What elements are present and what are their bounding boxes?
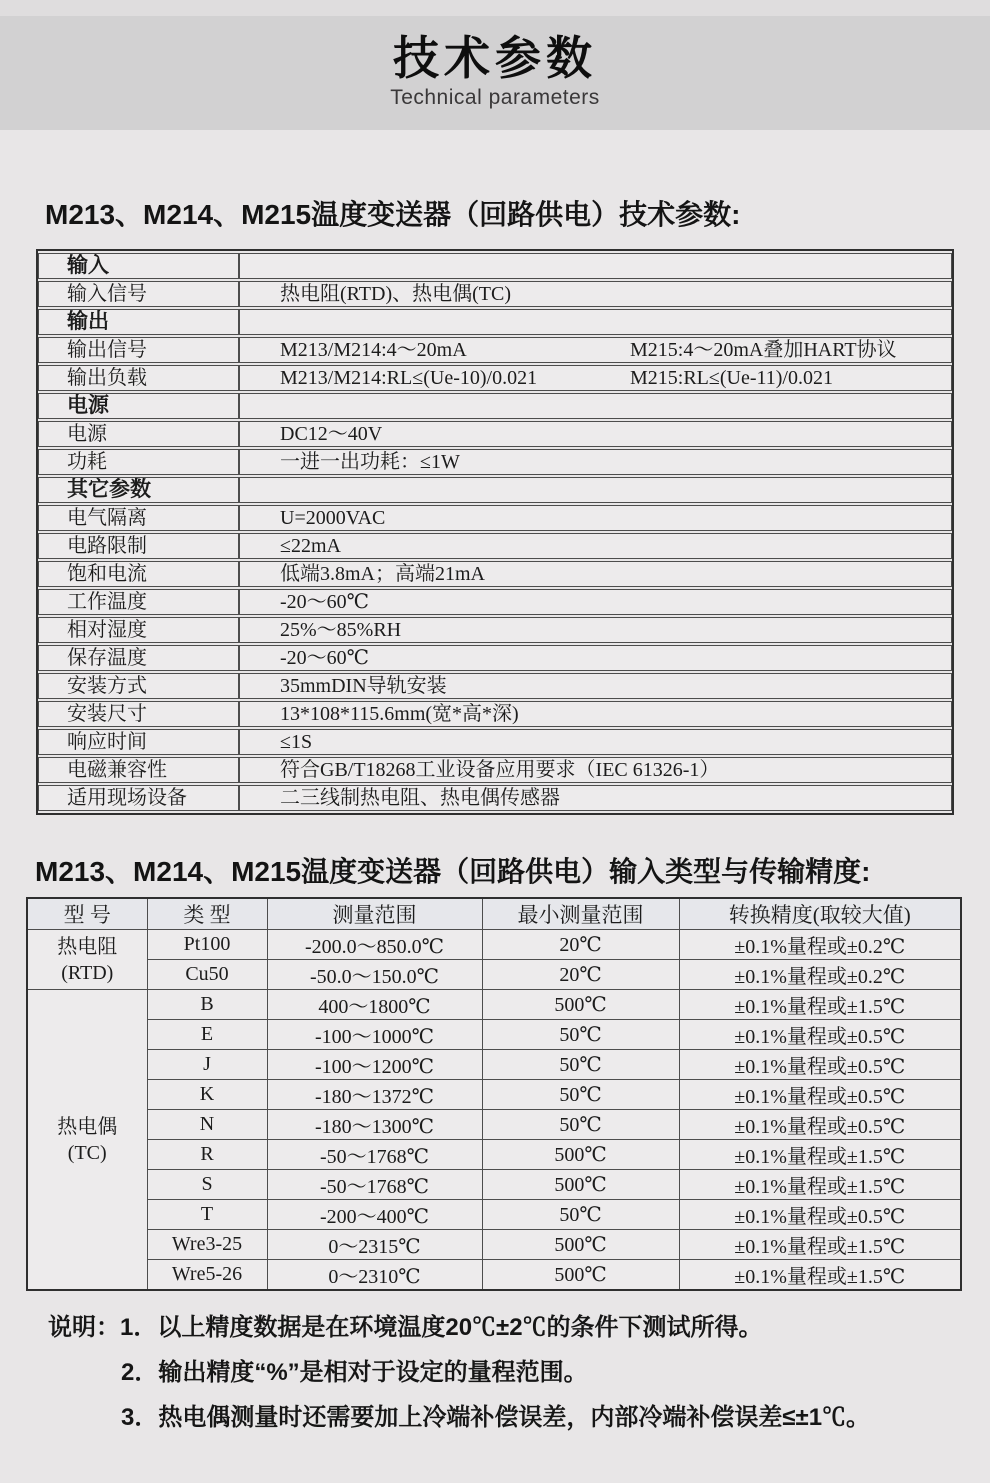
table-row (38, 785, 952, 811)
param-label: 安装方式 (38, 673, 239, 699)
table-row (38, 533, 952, 559)
table-row (27, 960, 961, 990)
accuracy-cell: ±0.1%量程或±0.5℃ (679, 1050, 961, 1080)
accuracy-cell: ±0.1%量程或±0.5℃ (679, 1200, 961, 1230)
table-row (38, 701, 952, 727)
range-cell: -50～1768℃ (267, 1170, 482, 1200)
col-header-accuracy: 转换精度(取较大值) (679, 898, 961, 930)
table-row (38, 617, 952, 643)
min-range-cell: 50℃ (482, 1080, 679, 1110)
type-cell: Pt100 (147, 930, 267, 960)
param-value: DC12～40V (239, 421, 952, 447)
accuracy-table (26, 897, 962, 1291)
param-value-part1: M213/M214:RL≤(Ue-10)/0.021 (280, 367, 538, 389)
top-strip (0, 0, 990, 16)
type-cell: Wre5-26 (147, 1260, 267, 1291)
param-value-part2: M215:4～20mA叠加HART协议 (630, 339, 897, 361)
param-value: ≤22mA (239, 533, 952, 559)
type-cell: R (147, 1140, 267, 1170)
type-cell: N (147, 1110, 267, 1140)
range-cell: -50～1768℃ (267, 1140, 482, 1170)
note-text: 1．以上精度数据是在环境温度20℃±2℃的条件下测试所得。 (120, 1314, 763, 1341)
param-value: 25%～85%RH (239, 617, 952, 643)
note-line-2: 2．输出精度“%”是相对于设定的量程范围。 (121, 1359, 588, 1386)
note-line-1 (48, 1305, 990, 1350)
table-row (38, 561, 952, 587)
col-header-range: 测量范围 (267, 898, 482, 930)
param-value: ≤1S (239, 729, 952, 755)
param-value (239, 309, 952, 335)
table-row-category (38, 253, 952, 279)
param-label: 电源 (38, 393, 239, 419)
param-value: 热电阻(RTD)、热电偶(TC) (239, 281, 952, 307)
range-cell: 0～2315℃ (267, 1230, 482, 1260)
param-value-part2: M215:RL≤(Ue-11)/0.021 (630, 367, 833, 389)
param-label: 响应时间 (38, 729, 239, 755)
param-label: 工作温度 (38, 589, 239, 615)
table-row (38, 645, 952, 671)
param-value: U=2000VAC (239, 505, 952, 531)
type-cell: J (147, 1050, 267, 1080)
param-value: -20～60℃ (239, 589, 952, 615)
note-line-3: 3．热电偶测量时还需要加上冷端补偿误差，内部冷端补偿误差≤±1℃。 (121, 1404, 871, 1431)
table-row (38, 421, 952, 447)
notes-section (48, 1305, 990, 1440)
table-row (27, 1200, 961, 1230)
param-value (239, 337, 952, 363)
min-range-cell: 20℃ (482, 960, 679, 990)
param-value (239, 477, 952, 503)
min-range-cell: 50℃ (482, 1050, 679, 1080)
param-value-part1: M213/M214:4～20mA (280, 339, 467, 361)
param-label: 其它参数 (38, 477, 239, 503)
accuracy-cell: ±0.1%量程或±1.5℃ (679, 1140, 961, 1170)
table-row (38, 729, 952, 755)
min-range-cell: 50℃ (482, 1200, 679, 1230)
param-label: 保存温度 (38, 645, 239, 671)
parameters-table (36, 249, 954, 815)
section1-heading: M213、M214、M215温度变送器（回路供电）技术参数: (45, 199, 741, 230)
table-row-category (38, 393, 952, 419)
param-label: 输入信号 (38, 281, 239, 307)
param-label: 电路限制 (38, 533, 239, 559)
param-value: 一进一出功耗：≤1W (239, 449, 952, 475)
table-row-category (38, 309, 952, 335)
param-value (239, 393, 952, 419)
table-header-row (27, 898, 961, 930)
table-row (27, 1110, 961, 1140)
param-value (239, 365, 952, 391)
table-row-category (38, 477, 952, 503)
min-range-cell: 500℃ (482, 990, 679, 1020)
range-cell: -180～1372℃ (267, 1080, 482, 1110)
param-label: 电磁兼容性 (38, 757, 239, 783)
title-banner (0, 16, 990, 130)
param-value: 13*108*115.6mm(宽*高*深) (239, 701, 952, 727)
table-row (38, 673, 952, 699)
param-value: 35mmDIN导轨安装 (239, 673, 952, 699)
type-cell: K (147, 1080, 267, 1110)
notes-label: 说明： (48, 1314, 120, 1341)
range-cell: -100～1000℃ (267, 1020, 482, 1050)
range-cell: -100～1200℃ (267, 1050, 482, 1080)
param-label: 输出 (38, 309, 239, 335)
range-cell: -180～1300℃ (267, 1110, 482, 1140)
accuracy-cell: ±0.1%量程或±1.5℃ (679, 1230, 961, 1260)
page-title: 技术参数 (393, 32, 597, 84)
type-cell: Cu50 (147, 960, 267, 990)
col-header-type: 类 型 (147, 898, 267, 930)
type-cell: Wre3-25 (147, 1230, 267, 1260)
param-label: 电源 (38, 421, 239, 447)
param-label: 输出信号 (38, 337, 239, 363)
range-cell: -200～400℃ (267, 1200, 482, 1230)
param-value: 符合GB/T18268工业设备应用要求（IEC 61326-1） (239, 757, 952, 783)
type-cell: T (147, 1200, 267, 1230)
range-cell: 0～2310℃ (267, 1260, 482, 1291)
min-range-cell: 50℃ (482, 1020, 679, 1050)
accuracy-cell: ±0.1%量程或±0.5℃ (679, 1080, 961, 1110)
accuracy-cell: ±0.1%量程或±0.5℃ (679, 1020, 961, 1050)
param-value: -20～60℃ (239, 645, 952, 671)
type-cell: S (147, 1170, 267, 1200)
param-label: 饱和电流 (38, 561, 239, 587)
param-label: 功耗 (38, 449, 239, 475)
param-label: 安装尺寸 (38, 701, 239, 727)
param-label: 适用现场设备 (38, 785, 239, 811)
accuracy-cell: ±0.1%量程或±0.2℃ (679, 960, 961, 990)
model-abbr: (TC) (67, 1141, 107, 1164)
min-range-cell: 500℃ (482, 1170, 679, 1200)
param-label: 相对湿度 (38, 617, 239, 643)
table-row (27, 1020, 961, 1050)
table-row (27, 1140, 961, 1170)
type-cell: E (147, 1020, 267, 1050)
range-cell: 400～1800℃ (267, 990, 482, 1020)
table-row (38, 589, 952, 615)
table-row (27, 930, 961, 960)
accuracy-cell: ±0.1%量程或±0.5℃ (679, 1110, 961, 1140)
min-range-cell: 500℃ (482, 1260, 679, 1291)
accuracy-cell: ±0.1%量程或±1.5℃ (679, 1260, 961, 1291)
param-label: 输入 (38, 253, 239, 279)
param-value: 二三线制热电阻、热电偶传感器 (239, 785, 952, 811)
col-header-min-range: 最小测量范围 (482, 898, 679, 930)
table-row (38, 337, 952, 363)
param-label: 输出负载 (38, 365, 239, 391)
page-subtitle: Technical parameters (390, 85, 600, 109)
section2-heading: M213、M214、M215温度变送器（回路供电）输入类型与传输精度: (35, 856, 871, 887)
param-value: 低端3.8mA；高端21mA (239, 561, 952, 587)
model-cell-tc (27, 990, 147, 1291)
param-value (239, 253, 952, 279)
table-row (38, 365, 952, 391)
range-cell: -200.0～850.0℃ (267, 930, 482, 960)
min-range-cell: 500℃ (482, 1140, 679, 1170)
model-name: 热电偶 (57, 1115, 118, 1138)
min-range-cell: 50℃ (482, 1110, 679, 1140)
table-row (38, 449, 952, 475)
table-row (27, 1260, 961, 1291)
table-row (38, 281, 952, 307)
table-row (27, 990, 961, 1020)
accuracy-cell: ±0.1%量程或±0.2℃ (679, 930, 961, 960)
model-cell-rtd (27, 930, 147, 990)
col-header-model: 型 号 (27, 898, 147, 930)
type-cell: B (147, 990, 267, 1020)
param-label: 电气隔离 (38, 505, 239, 531)
model-name: 热电阻 (57, 935, 118, 958)
min-range-cell: 20℃ (482, 930, 679, 960)
range-cell: -50.0～150.0℃ (267, 960, 482, 990)
table-row (27, 1080, 961, 1110)
accuracy-cell: ±0.1%量程或±1.5℃ (679, 990, 961, 1020)
table-row (27, 1170, 961, 1200)
table-row (27, 1050, 961, 1080)
table-row (38, 757, 952, 783)
accuracy-cell: ±0.1%量程或±1.5℃ (679, 1170, 961, 1200)
table-row (38, 505, 952, 531)
min-range-cell: 500℃ (482, 1230, 679, 1260)
model-abbr: (RTD) (61, 961, 114, 984)
table-row (27, 1230, 961, 1260)
